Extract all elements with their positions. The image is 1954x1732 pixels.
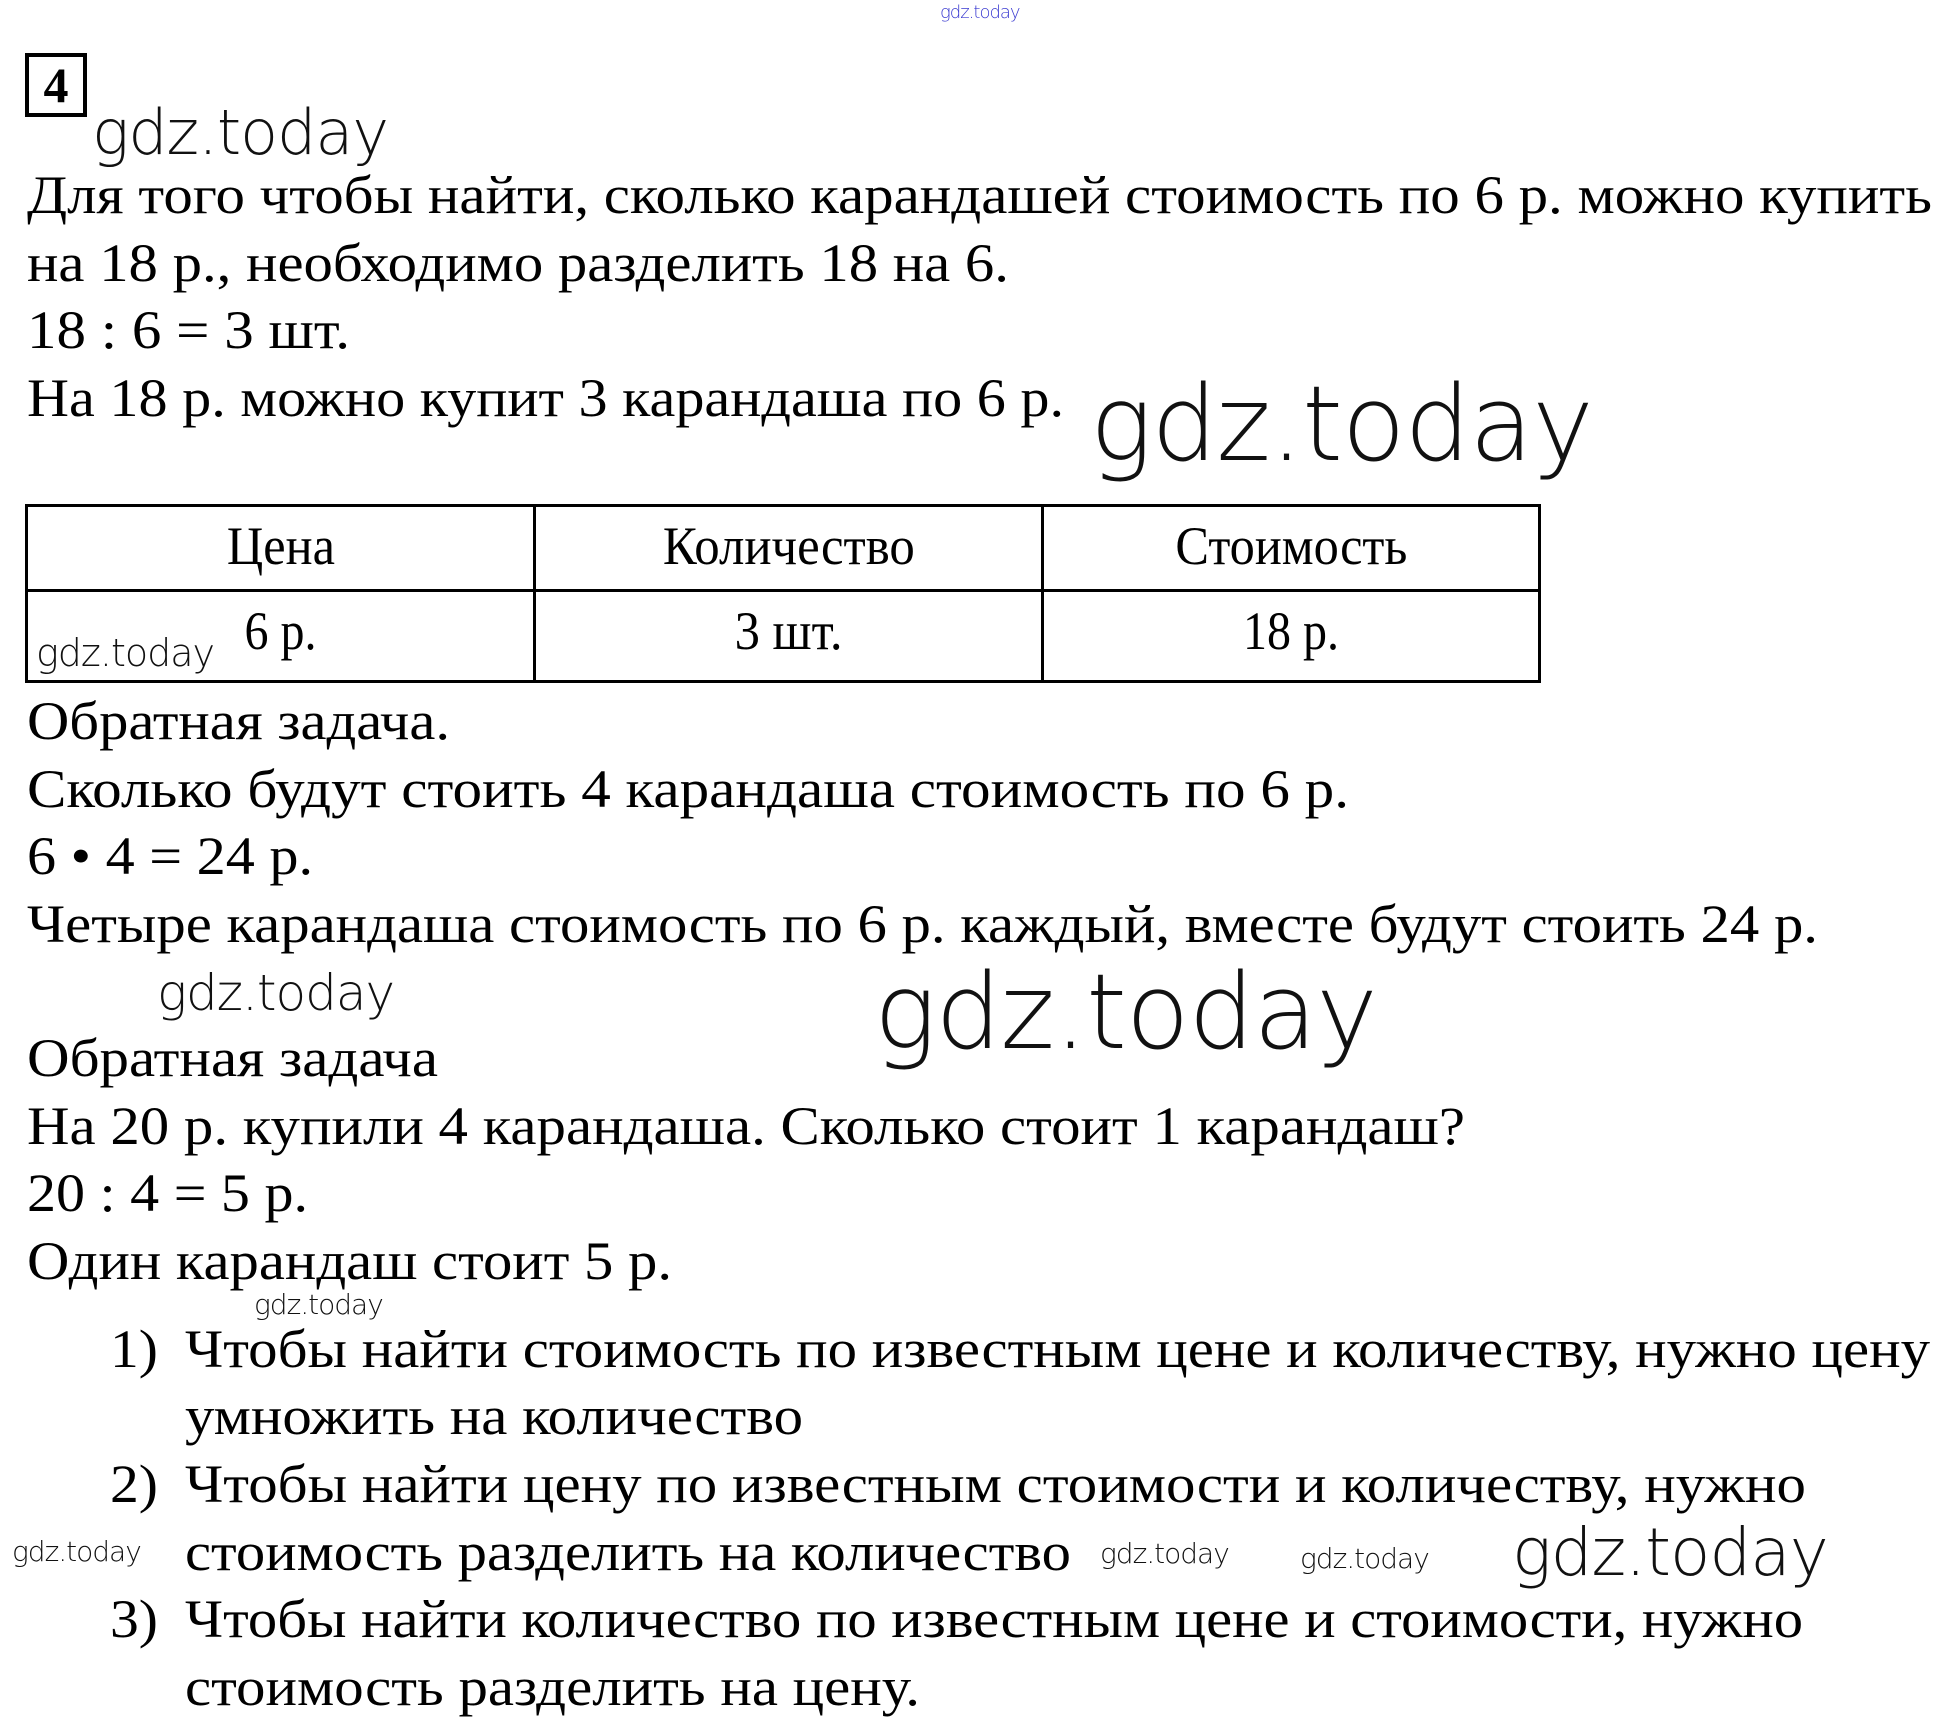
rule-number: 3) [110,1589,158,1649]
inverse-question: На 20 р. купили 4 карандаша. Сколько стоит 1 карандаш? [27,1096,1465,1156]
rule-text: Чтобы найти цену по известным стоимости и количеству, нужно [185,1454,1806,1514]
inverse-equation: 20 : 4 = 5 р. [27,1163,308,1223]
rule-text: стоимость разделить на количество [185,1522,1071,1582]
inverse-title: Обратная задача. [27,691,450,751]
header-cost [1043,506,1540,591]
cell-value: 18 р. [1243,601,1339,661]
intro-line: на 18 р., необходимо разделить 18 на 6. [27,233,1010,293]
header-label: Количество [662,516,915,576]
rule-text: умножить на количество [185,1386,803,1446]
cell-quantity [535,591,1043,682]
inverse-title: Обратная задача [27,1028,438,1088]
watermark: gdz.today [157,964,395,1022]
inverse-question: Сколько будут стоить 4 карандаша стоимость по 6 р. [27,759,1349,819]
cell-value: 3 шт. [734,601,843,661]
watermark: gdz.today [1512,1514,1828,1591]
cell-cost [1043,591,1540,682]
watermark: gdz.today [1300,1542,1429,1575]
price-quantity-cost-table [25,504,1541,683]
watermark: gdz.today [1090,363,1593,485]
header-label: Цена [226,516,335,576]
rule-number: 2) [110,1454,158,1514]
rule-text: Чтобы найти количество по известным цене и стоимости, нужно [185,1589,1804,1649]
top-watermark: gdz.today [940,2,1020,23]
intro-equation: 18 : 6 = 3 шт. [27,300,350,360]
inverse-answer: Один карандаш стоит 5 р. [27,1231,672,1291]
cell-value: 6 р. [244,601,317,661]
inverse-answer: Четыре карандаша стоимость по 6 р. каждый, вместе будут стоить 24 р. [27,894,1818,954]
header-quantity [535,506,1043,591]
watermark: gdz.today [874,951,1377,1073]
watermark: gdz.today [36,631,214,675]
intro-answer: На 18 р. можно купит 3 карандаша по 6 р. [27,368,1064,428]
task-number: 4 [25,53,87,117]
inverse-equation: 6 • 4 = 24 р. [27,826,313,886]
watermark: gdz.today [12,1535,141,1568]
header-price [27,506,535,591]
watermark: gdz.today [254,1288,383,1321]
watermark: gdz.today [1100,1537,1229,1570]
rule-number: 1) [110,1319,158,1379]
rule-text: Чтобы найти стоимость по известным цене и количеству, нужно цену [185,1319,1930,1379]
header-label: Стоимость [1175,516,1407,576]
intro-line: Для того чтобы найти, сколько карандашей стоимость по 6 р. можно купить [27,165,1932,225]
cell-price [27,591,535,682]
watermark: gdz.today [92,96,389,169]
rule-text: стоимость разделить на цену. [185,1657,920,1717]
